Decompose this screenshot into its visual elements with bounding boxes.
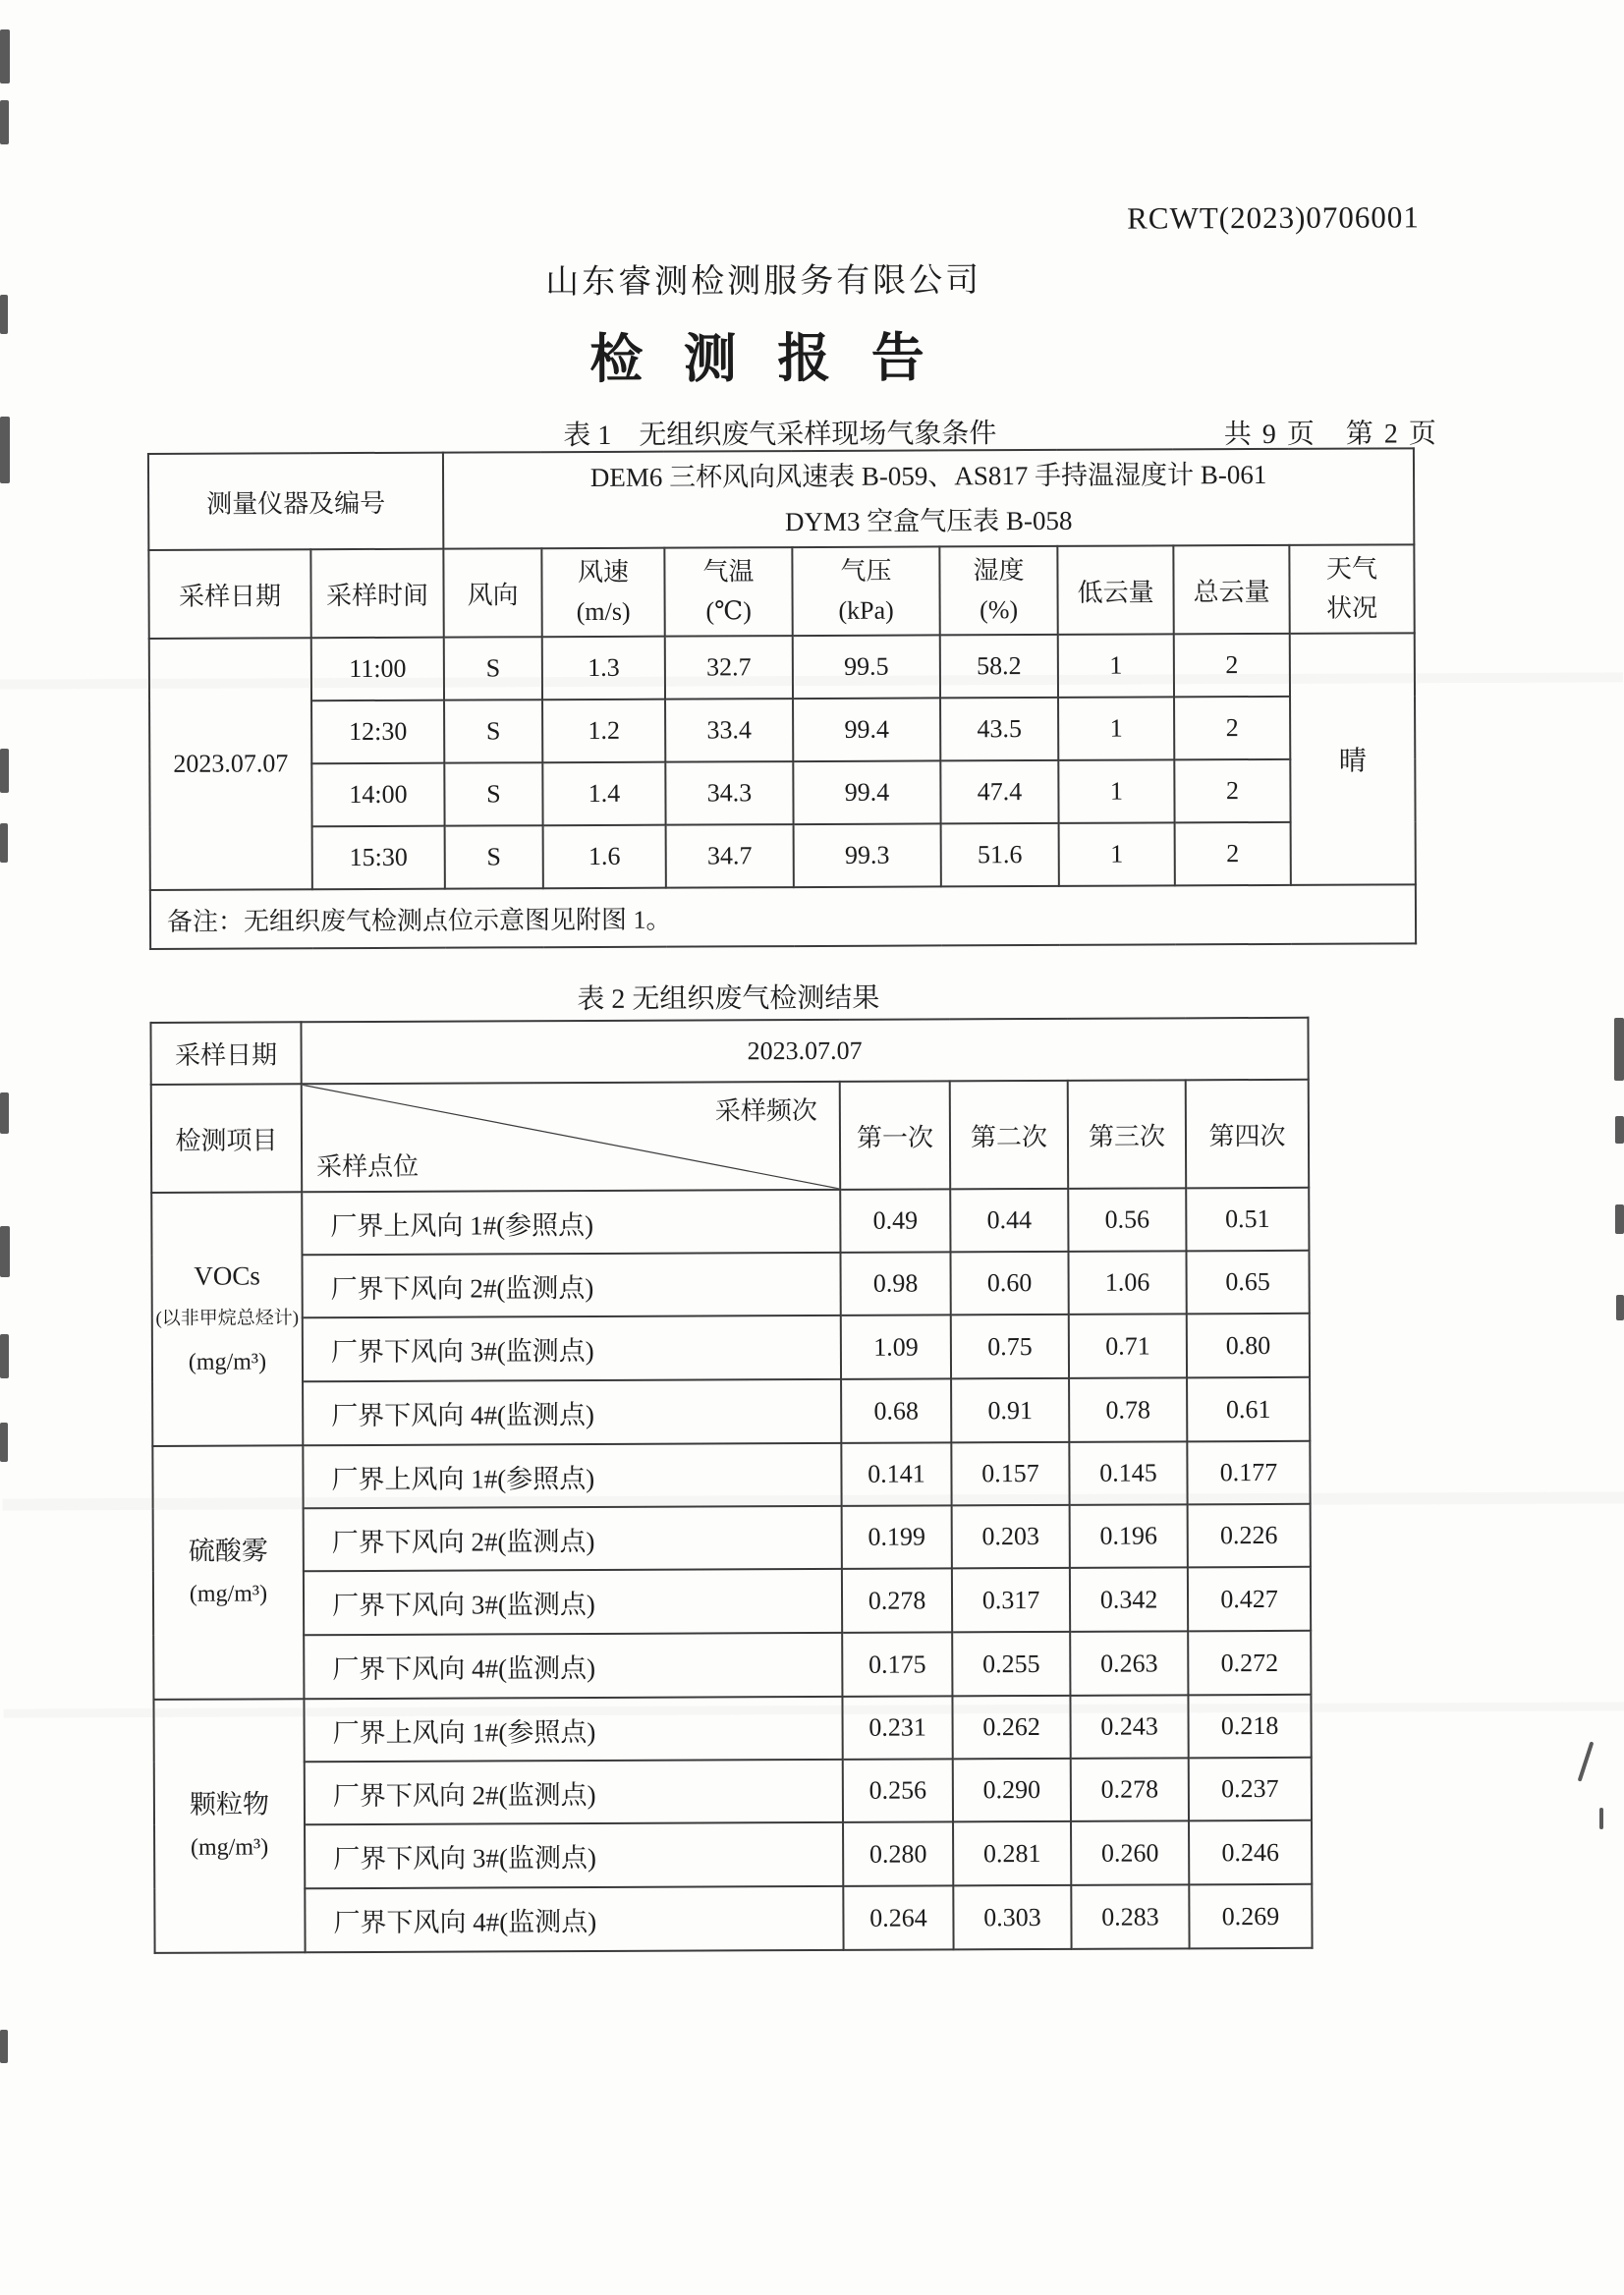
value-cell: 0.256 (843, 1759, 953, 1821)
time-cell: 15:30 (312, 826, 445, 890)
diagonal-header-cell (302, 1082, 840, 1192)
point-cell: 厂界下风向 3#(监测点) (304, 1569, 842, 1635)
value-cell: 0.278 (1071, 1758, 1189, 1821)
value-cell: 0.243 (1070, 1695, 1188, 1759)
table1-caption: 表 1 无组织废气采样现场气象条件 (563, 419, 997, 452)
table-row (151, 1188, 1309, 1256)
table1-weather-conditions (147, 447, 1417, 950)
humidity-label: 湿度 (973, 556, 1025, 586)
pressure-label: 气压 (840, 556, 892, 586)
col-header-low-cloud: 低云量 (1057, 545, 1173, 635)
table-row (153, 1504, 1311, 1572)
point-cell: 厂界下风向 2#(监测点) (304, 1506, 842, 1571)
value-cell: 0.71 (1069, 1314, 1187, 1378)
sampling-date-cell: 2023.07.07 (149, 638, 312, 890)
humidity-unit: (%) (980, 595, 1019, 625)
time-cell: 11:00 (311, 638, 444, 701)
temp-cell: 32.7 (665, 636, 793, 700)
value-cell: 0.237 (1189, 1758, 1312, 1821)
point-cell: 厂界上风向 1#(参照点) (304, 1697, 842, 1762)
weather-label-1: 天气 (1325, 554, 1378, 584)
wind-dir-cell: S (444, 762, 542, 825)
table-row (154, 1758, 1312, 1825)
low-cloud-cell: 1 (1058, 759, 1174, 823)
humidity-cell: 47.4 (940, 760, 1058, 824)
pressure-cell: 99.5 (793, 635, 940, 699)
wind-dir-cell: S (444, 700, 542, 762)
page-info: 共 9 页 第 2 页 (1223, 419, 1438, 451)
weather-label-2: 状况 (1326, 593, 1378, 623)
value-cell: 0.278 (842, 1568, 952, 1632)
value-cell: 0.283 (1071, 1884, 1189, 1949)
col-header-freq-2: 第二次 (950, 1081, 1068, 1190)
value-cell: 0.60 (950, 1252, 1068, 1315)
point-cell: 厂界上风向 1#(参照点) (303, 1443, 841, 1508)
temp-cell: 33.4 (665, 699, 793, 762)
low-cloud-cell: 1 (1058, 697, 1174, 760)
table-row (149, 758, 1415, 827)
wind-dir-cell: S (444, 637, 542, 700)
temp-cell: 34.7 (666, 824, 794, 888)
value-cell: 0.303 (953, 1885, 1071, 1950)
wind-speed-label: 风速 (577, 557, 630, 588)
value-cell: 0.263 (1070, 1631, 1188, 1696)
value-cell: 0.255 (952, 1632, 1070, 1697)
item-line-2: (mg/m³) (190, 1834, 269, 1861)
scan-artifact (0, 417, 10, 483)
scan-artifact (0, 1092, 9, 1134)
scan-artifact (0, 295, 8, 334)
scan-artifact (0, 2030, 8, 2063)
wind-speed-cell: 1.4 (542, 762, 665, 826)
scan-artifact (0, 1334, 9, 1378)
value-cell: 0.317 (952, 1568, 1070, 1633)
company-name: 山东睿测检测服务有限公司 (545, 262, 982, 302)
value-cell: 1.09 (841, 1315, 951, 1378)
pressure-cell: 99.3 (794, 823, 941, 887)
page-title: 检 测 报 告 (589, 328, 938, 389)
table2-caption: 表 2 无组织废气检测结果 (577, 982, 880, 1016)
wind-dir-cell: S (445, 825, 543, 888)
table-row (151, 1251, 1309, 1318)
table-row (150, 821, 1416, 890)
value-cell: 0.177 (1187, 1441, 1310, 1505)
value-cell: 0.44 (950, 1189, 1068, 1253)
item-name-particulate-matter (153, 1699, 305, 1953)
item-line-2: (以非甲烷总烃计) (155, 1308, 300, 1329)
value-cell: 0.75 (951, 1315, 1069, 1379)
total-cloud-cell: 2 (1174, 759, 1290, 823)
value-cell: 0.218 (1188, 1695, 1311, 1759)
sampling-date-value: 2023.07.07 (301, 1018, 1308, 1084)
value-cell: 0.175 (842, 1632, 952, 1696)
value-cell: 0.65 (1186, 1251, 1309, 1315)
table-row (154, 1884, 1312, 1953)
value-cell: 0.260 (1071, 1820, 1189, 1885)
value-cell: 0.290 (953, 1759, 1071, 1822)
instrument-value-cell (443, 448, 1414, 548)
value-cell: 0.145 (1069, 1441, 1187, 1505)
col-header-temp (664, 547, 792, 637)
value-cell: 0.61 (1187, 1377, 1310, 1442)
item-line-1: 颗粒物 (189, 1789, 269, 1819)
value-cell: 0.272 (1188, 1631, 1311, 1696)
table-row (149, 633, 1415, 701)
wind-speed-cell: 1.6 (543, 825, 666, 889)
point-cell: 厂界下风向 2#(监测点) (302, 1253, 840, 1317)
table-row (152, 1314, 1310, 1382)
point-cell: 厂界下风向 4#(监测点) (304, 1633, 842, 1699)
pressure-unit: (kPa) (838, 595, 894, 625)
point-cell: 厂界下风向 2#(监测点) (305, 1760, 843, 1824)
scan-artifact (0, 29, 10, 84)
point-cell: 厂界下风向 3#(监测点) (303, 1315, 841, 1381)
diag-label-point: 采样点位 (316, 1151, 420, 1182)
value-cell: 0.51 (1186, 1188, 1309, 1252)
point-cell: 厂界下风向 4#(监测点) (303, 1379, 841, 1445)
instrument-line-2: DYM3 空盒气压表 B-058 (784, 505, 1073, 537)
table-row (149, 696, 1415, 764)
pressure-cell: 99.4 (793, 698, 940, 761)
value-cell: 0.203 (952, 1505, 1070, 1569)
item-line-1: 硫酸雾 (188, 1536, 268, 1566)
value-cell: 0.91 (951, 1378, 1069, 1443)
value-cell: 0.269 (1189, 1884, 1312, 1949)
table-row (154, 1820, 1312, 1889)
value-cell: 0.98 (840, 1252, 950, 1315)
wind-speed-cell: 1.2 (542, 700, 665, 763)
instrument-line-1: DEM6 三杯风向风速表 B-059、AS817 手持温湿度计 B-061 (589, 459, 1267, 492)
scan-artifact (1599, 1808, 1603, 1829)
instrument-label-cell: 测量仪器及编号 (148, 453, 443, 550)
point-cell: 厂界下风向 4#(监测点) (305, 1886, 843, 1952)
value-cell: 0.264 (843, 1885, 953, 1949)
value-cell: 0.56 (1068, 1188, 1186, 1252)
value-cell: 0.262 (952, 1696, 1070, 1760)
value-cell: 0.231 (842, 1696, 952, 1759)
value-cell: 0.342 (1070, 1567, 1188, 1632)
col-header-freq-1: 第一次 (840, 1081, 950, 1189)
scan-artifact (0, 100, 9, 144)
value-cell: 0.226 (1188, 1504, 1311, 1568)
item-name-vocs (151, 1192, 303, 1446)
col-header-pressure (792, 546, 939, 636)
value-cell: 1.06 (1068, 1251, 1186, 1315)
total-cloud-cell: 2 (1174, 634, 1290, 698)
humidity-cell: 51.6 (941, 823, 1059, 887)
col-header-wind-speed (541, 548, 664, 638)
value-cell: 0.78 (1069, 1377, 1187, 1442)
col-header-weather (1289, 544, 1414, 634)
value-cell: 0.427 (1188, 1567, 1311, 1632)
col-header-freq-3: 第三次 (1068, 1080, 1186, 1189)
value-cell: 0.246 (1189, 1820, 1312, 1885)
scan-artifact (1616, 1295, 1624, 1320)
value-cell: 0.199 (842, 1505, 952, 1568)
sampling-date-label: 采样日期 (150, 1022, 301, 1085)
value-cell: 0.68 (841, 1378, 951, 1442)
point-cell: 厂界下风向 3#(监测点) (305, 1822, 843, 1888)
table2-detection-results (149, 1017, 1313, 1954)
scan-artifact (1615, 1204, 1624, 1234)
item-line-1: VOCs (194, 1260, 260, 1291)
value-cell: 0.281 (953, 1821, 1071, 1886)
item-label-cell: 检测项目 (151, 1084, 302, 1193)
col-header-total-cloud: 总云量 (1173, 545, 1289, 635)
remark-cell: 备注：无组织废气检测点位示意图见附图 1。 (150, 884, 1416, 949)
table-row (152, 1377, 1310, 1446)
value-cell: 0.196 (1070, 1504, 1188, 1568)
wind-speed-cell: 1.3 (542, 637, 665, 700)
report-number: RCWT(2023)0706001 (1127, 199, 1420, 236)
scan-artifact (1615, 1116, 1624, 1144)
diag-label-frequency: 采样频次 (714, 1095, 817, 1126)
col-header-wind-dir: 风向 (443, 548, 541, 637)
value-cell: 0.49 (840, 1189, 950, 1252)
col-header-time: 采样时间 (310, 549, 443, 639)
value-cell: 0.141 (841, 1442, 951, 1505)
total-cloud-cell: 2 (1174, 697, 1290, 760)
wind-speed-unit: (m/s) (576, 596, 631, 627)
item-name-sulfuric-acid-mist (152, 1445, 304, 1700)
col-header-humidity (939, 546, 1057, 636)
scan-artifact (0, 1423, 8, 1462)
humidity-cell: 43.5 (940, 698, 1058, 761)
time-cell: 14:00 (311, 763, 444, 827)
scan-artifact (0, 749, 9, 793)
temp-unit: (℃) (705, 596, 752, 626)
humidity-cell: 58.2 (940, 635, 1058, 699)
temp-cell: 34.3 (665, 761, 793, 825)
low-cloud-cell: 1 (1058, 634, 1174, 698)
weather-cell: 晴 (1290, 633, 1416, 885)
col-header-freq-4: 第四次 (1186, 1080, 1309, 1189)
item-line-2: (mg/m³) (189, 1581, 268, 1607)
value-cell: 0.80 (1187, 1314, 1310, 1378)
value-cell: 0.157 (951, 1442, 1069, 1506)
scan-artifact (0, 823, 8, 863)
table-row (153, 1567, 1311, 1636)
total-cloud-cell: 2 (1175, 822, 1291, 886)
scan-artifact (0, 1226, 10, 1277)
value-cell: 0.280 (843, 1821, 953, 1885)
col-header-date: 采样日期 (148, 549, 310, 639)
point-cell: 厂界上风向 1#(参照点) (302, 1190, 840, 1255)
pressure-cell: 99.4 (793, 760, 940, 824)
table-row (153, 1631, 1311, 1700)
item-line-3: (mg/m³) (188, 1349, 267, 1375)
time-cell: 12:30 (311, 700, 444, 764)
temp-label: 气温 (702, 557, 755, 587)
scan-artifact (1614, 1018, 1624, 1081)
low-cloud-cell: 1 (1059, 822, 1175, 886)
